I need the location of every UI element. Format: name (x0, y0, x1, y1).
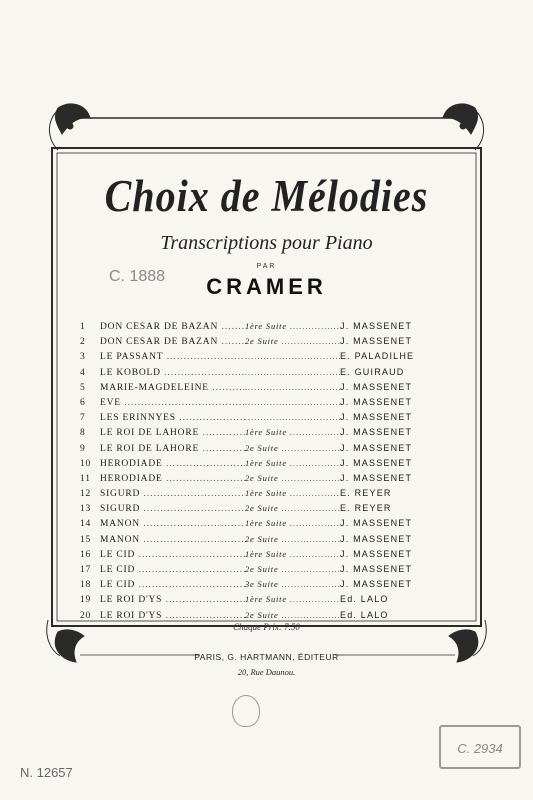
list-item (80, 336, 460, 351)
item-suite: 2e Suite ..... (245, 610, 340, 620)
item-number: 10 (80, 458, 92, 469)
item-suite: 1ère Suite ..... (245, 549, 340, 559)
par-label: PAR (256, 263, 277, 270)
item-title: SIGURD ..... (100, 489, 245, 499)
item-composer: J. MASSENET (340, 472, 413, 483)
corner-ornament-top-left-icon (49, 104, 90, 150)
list-item (80, 549, 460, 564)
item-number: 19 (80, 595, 92, 606)
item-number: 3 (80, 352, 86, 363)
item-number: 9 (80, 443, 86, 454)
item-suite: 2e Suite ..... (245, 503, 340, 513)
item-suite (245, 367, 340, 377)
item-composer: J. MASSENET (340, 336, 413, 347)
item-composer: J. MASSENET (340, 442, 413, 453)
item-title: LE CID ..... (100, 565, 245, 575)
item-number: 14 (80, 519, 92, 530)
item-suite: 3e Suite ..... (245, 579, 340, 589)
arranger-name: CRAMER (206, 274, 327, 299)
page-title: Choix de Mélodies (104, 169, 429, 222)
item-title: MARIE-MAGDELEINE ..... (100, 383, 245, 393)
item-number: 17 (80, 565, 92, 575)
item-composer: J. MASSENET (340, 457, 413, 468)
subtitle: Transcriptions pour Piano (160, 232, 373, 254)
item-suite: 1ère Suite ..... (245, 518, 340, 528)
item-title: HÉRODIADE ..... (100, 474, 245, 484)
item-composer: J. MASSENET (340, 548, 413, 559)
item-suite: 1ère Suite ..... (245, 488, 340, 498)
item-suite (245, 351, 340, 361)
item-composer: J. MASSENET (340, 533, 413, 544)
list-item (80, 351, 460, 366)
library-stamp-text: C. 2934 (457, 741, 503, 756)
item-composer: E. REYER (340, 488, 392, 499)
list-item (80, 397, 460, 412)
item-suite: 2e Suite ..... (245, 564, 340, 574)
item-title: DON CÉSAR DE BAZAN ..... (100, 322, 245, 332)
item-suite: 2e Suite ..... (245, 473, 340, 483)
item-title: LE PASSANT ..... (100, 352, 245, 362)
item-title: SIGURD ..... (100, 504, 245, 514)
item-suite: 2e Suite ..... (245, 443, 340, 453)
item-suite: 1ère Suite ..... (245, 321, 340, 331)
catalog-stamp: C. 1888 (109, 268, 166, 285)
item-title: LE ROI D'YS ..... (100, 595, 245, 605)
item-number: 6 (80, 397, 86, 408)
publisher: PARIS, G. HARTMANN, ÉDITEUR (194, 652, 339, 662)
list-item (80, 382, 460, 397)
item-suite: 1ère Suite ..... (245, 458, 340, 468)
item-suite: 1ère Suite ..... (245, 594, 340, 604)
item-composer: J. MASSENET (340, 579, 413, 590)
item-title: LE ROI DE LAHORE ..... (100, 444, 245, 454)
item-composer: J. MASSENET (340, 427, 413, 438)
publisher-address: 20, Rue Daunou. (237, 667, 296, 677)
item-suite: 1ère Suite ..... (245, 427, 340, 437)
item-composer: J. MASSENET (340, 412, 413, 423)
item-number: 12 (80, 489, 92, 500)
accession-number: N. 12657 (20, 765, 73, 780)
item-number: 2 (80, 337, 86, 348)
item-suite (245, 412, 340, 422)
item-suite (245, 382, 340, 392)
item-composer: Ed. LALO (340, 594, 389, 605)
item-title: LE KOBOLD ..... (100, 368, 245, 378)
item-composer: E. REYER (340, 503, 392, 514)
item-number: 16 (80, 549, 92, 560)
item-suite: 2e Suite ..... (245, 336, 340, 346)
item-number: 18 (80, 580, 92, 591)
list-item (80, 488, 460, 503)
item-composer: J. MASSENET (340, 381, 413, 392)
item-title: MANON ..... (100, 535, 245, 545)
item-title: LE ROI DE LAHORE ..... (100, 428, 245, 438)
item-suite (245, 397, 340, 407)
list-item (80, 443, 460, 458)
library-stamp (439, 725, 521, 769)
item-number: 5 (80, 382, 86, 393)
list-item (80, 473, 460, 488)
piece-list (80, 321, 460, 625)
list-item (80, 518, 460, 533)
item-composer: E. PALADILHE (340, 351, 415, 362)
list-item (80, 534, 460, 549)
item-title: DON CÉSAR DE BAZAN ..... (100, 337, 245, 347)
item-number: 20 (80, 610, 92, 621)
item-title: LES ÉRINNYES ..... (100, 413, 245, 423)
list-item (80, 367, 460, 382)
item-number: 13 (80, 504, 92, 515)
item-title: HÉRODIADE ..... (100, 459, 245, 469)
list-item (80, 579, 460, 594)
library-seal-icon (232, 695, 260, 727)
item-title: LE CID ..... (100, 580, 245, 590)
item-number: 15 (80, 534, 92, 545)
corner-ornament-top-right-icon (443, 104, 484, 150)
item-suite: 2e Suite ..... (245, 534, 340, 544)
item-number: 7 (80, 413, 86, 424)
list-item (80, 564, 460, 579)
item-title: LE ROI D'YS ..... (100, 611, 245, 621)
item-title: LE CID ..... (100, 550, 245, 560)
item-number: 1 (80, 322, 86, 332)
item-composer: J. MASSENET (340, 321, 413, 331)
item-composer: J. MASSENET (340, 518, 413, 529)
item-title: ÈVE ..... (100, 398, 245, 408)
item-composer: E. GUIRAUD (340, 366, 405, 377)
item-number: 11 (80, 473, 91, 484)
list-item (80, 503, 460, 518)
item-composer: J. MASSENET (340, 396, 413, 407)
item-number: 4 (80, 367, 86, 378)
item-number: 8 (80, 428, 86, 439)
list-item (80, 412, 460, 427)
list-item (80, 594, 460, 609)
item-title: MANON ..... (100, 519, 245, 529)
price-line: Chaque Prix: 7.50 (233, 622, 300, 632)
item-composer: Ed. LALO (340, 609, 389, 620)
list-item (80, 321, 460, 336)
list-item (80, 458, 460, 473)
item-composer: J. MASSENET (340, 564, 413, 574)
list-item (80, 427, 460, 442)
